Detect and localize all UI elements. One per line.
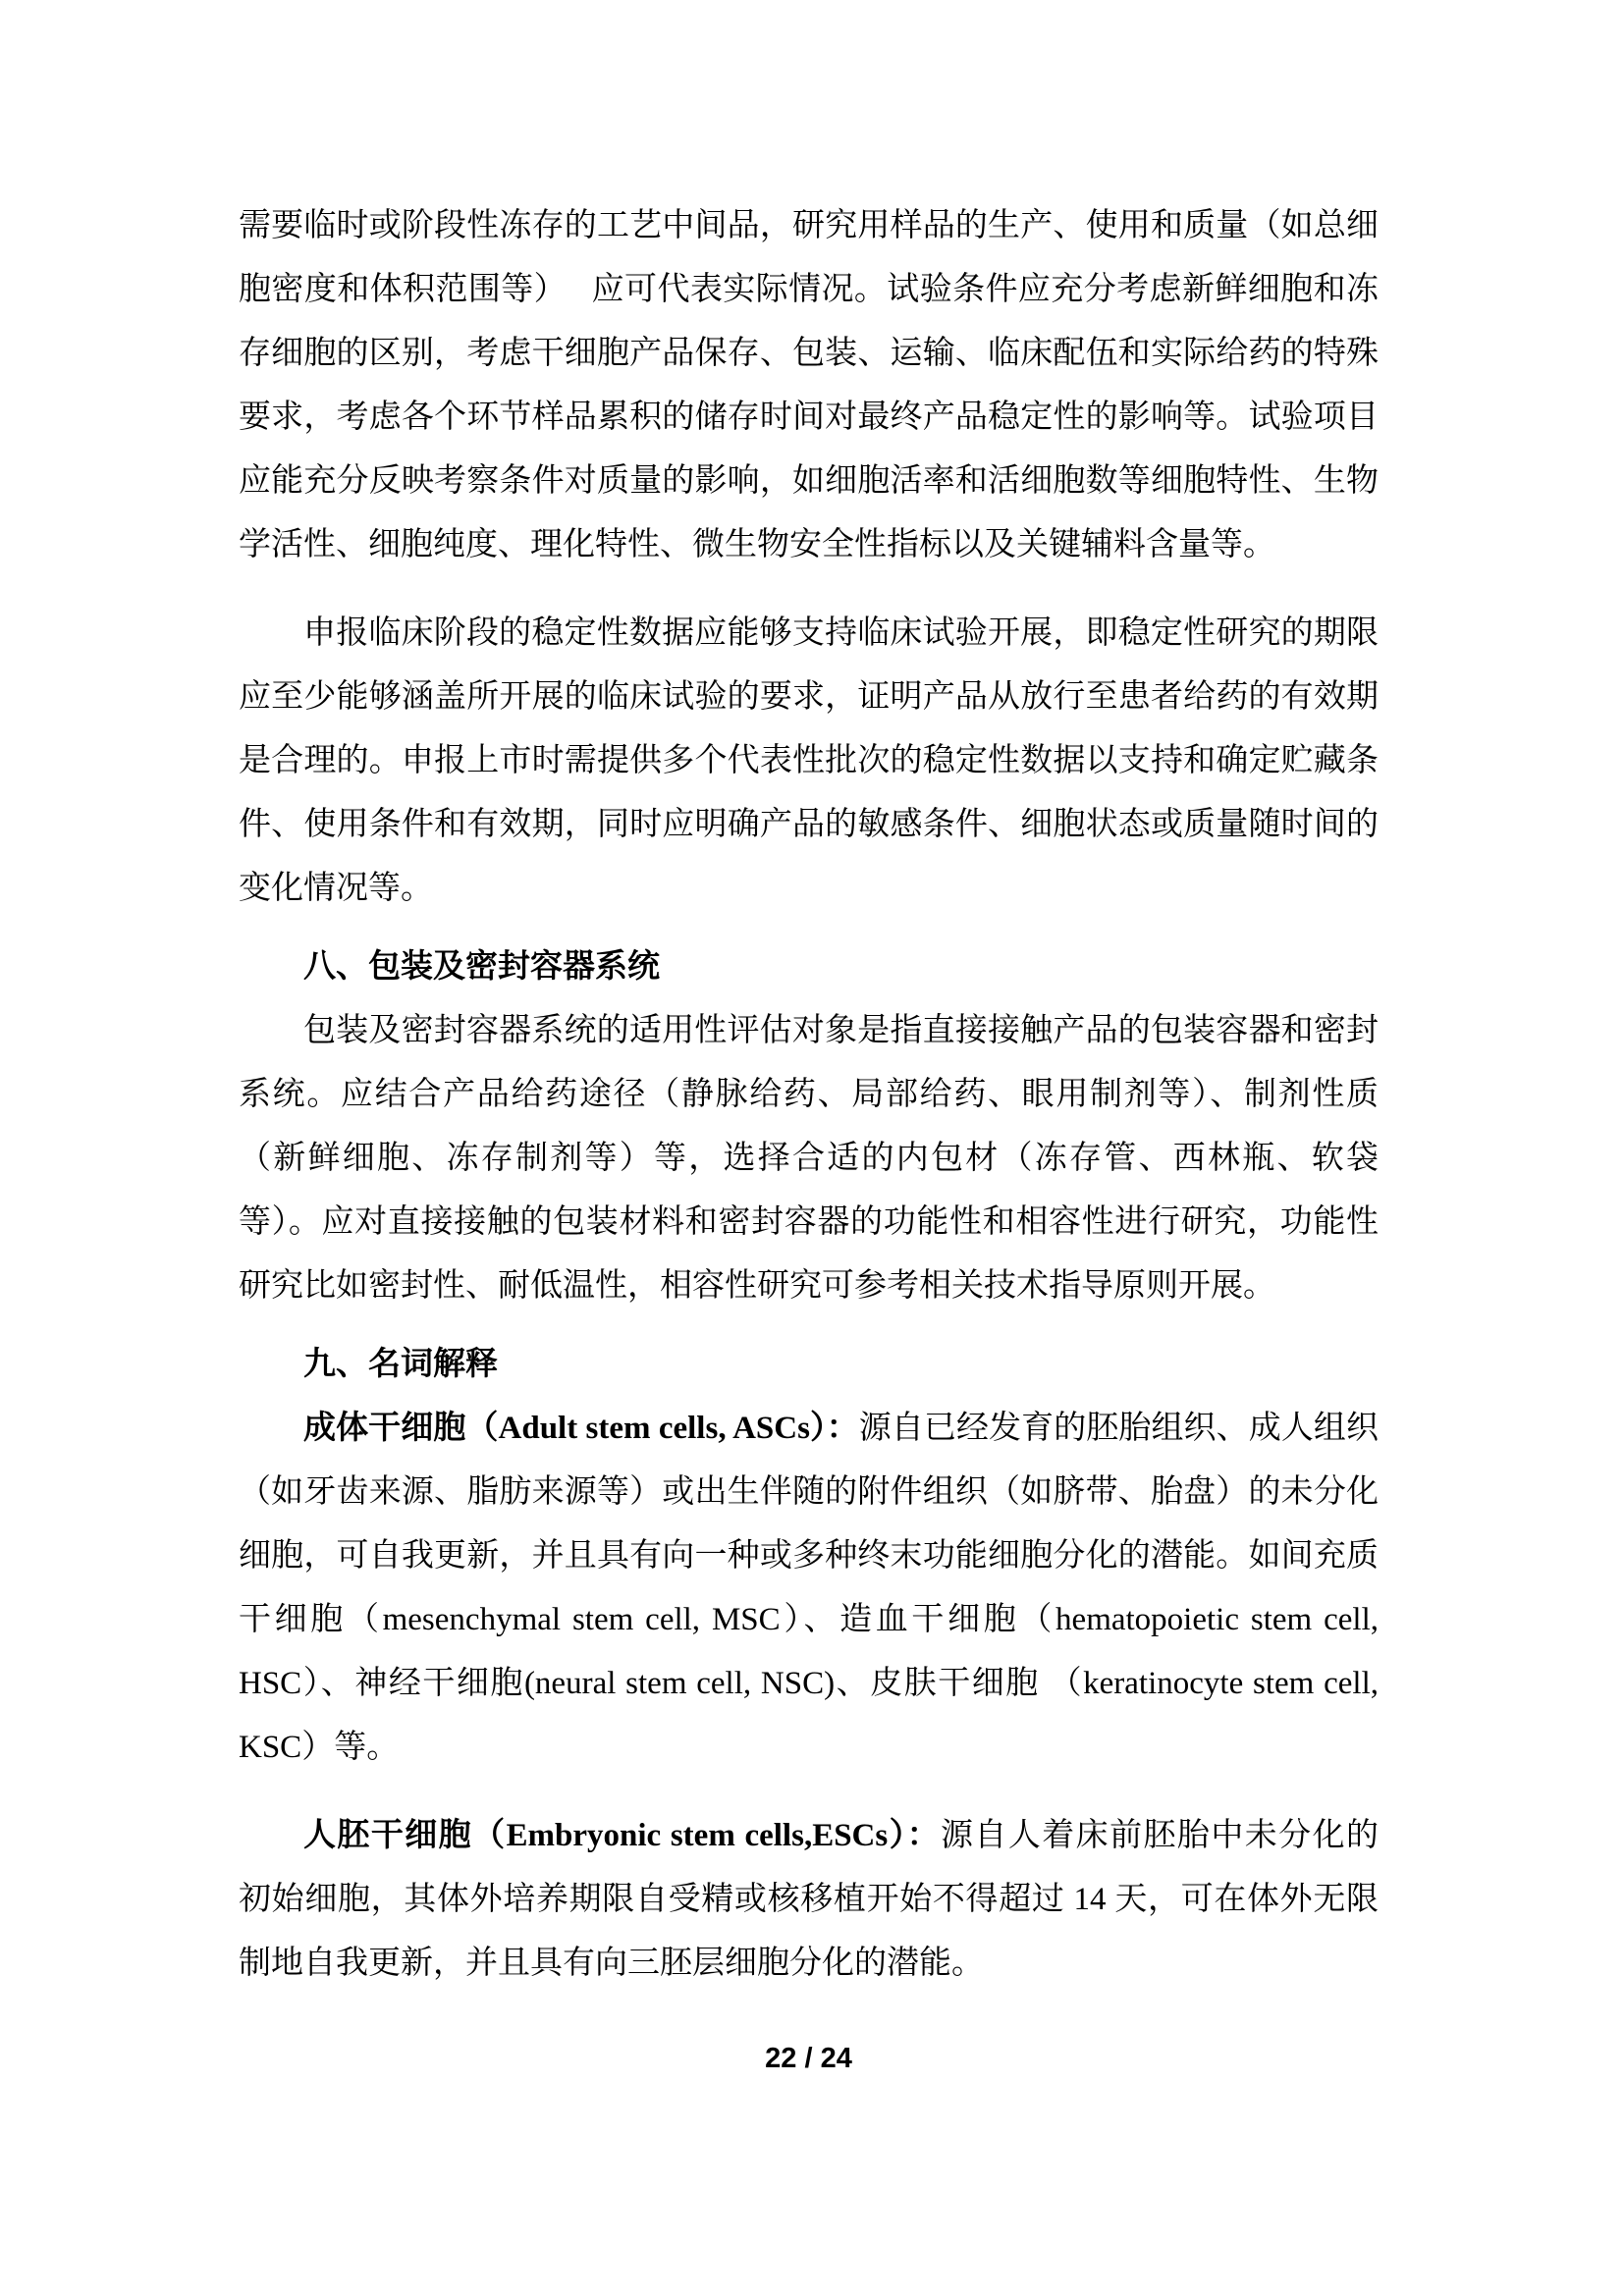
term-name-embryonic-stem-cells: 人胚干细胞（Embryonic stem cells,ESCs）： [303, 1818, 941, 1853]
page-number: 22 / 24 [765, 2043, 852, 2074]
term-body-embryonic-stem-cells: 源自人着床前胚胎中未分化的初始细胞，其体外培养期限自受精或核移植开始不得超过 14 天，可在体外无限制地自我更新，并且具有向三胚层细胞分化的潜能。 [239, 1818, 1380, 1981]
body-paragraph-stability-conditions: 需要临时或阶段性冻存的工艺中间品，研究用样品的生产、使用和质量（如总细胞密度和体积范围等） 应可代表实际情况。试验条件应充分考虑新鲜细胞和冻存细胞的区别，考虑干细胞产品保存、包装、运输、临床配伍和实际给药的特殊要求，考虑各个环节样品累积的储存时间对最终产品稳定性的影响等。试验项目应能充分反映考察条件对质量的影响，如细胞活率和活细胞数等细胞特性、生物学活性、细胞纯度、理化特性、微生物安全性指标以及关键辅料含量等。 [239, 208, 1379, 562]
term-name-adult-stem-cells: 成体干细胞（Adult stem cells, ASCs）： [303, 1411, 859, 1446]
section-heading-glossary: 九、名词解释 [303, 1347, 498, 1382]
term-definition-adult-stem-cells [239, 1397, 1379, 1780]
section-heading-packaging-container-system: 八、包装及密封容器系统 [303, 949, 660, 985]
term-definition-embryonic-stem-cells [239, 1804, 1379, 1996]
term-body-adult-stem-cells: 源自已经发育的胚胎组织、成人组织（如牙齿来源、脂肪来源等）或出生伴随的附件组织（如脐带、胎盘）的未分化细胞，可自我更新，并且具有向一种或多种终末功能细胞分化的潜能。如间充质干细胞（mesenchymal stem cell, MSC）、造血干细胞（hematopoietic stem cell, HSC）、神经干细胞(neural stem cell, NSC)、皮肤干细胞 （keratinocyte stem cell, KSC）等。 [239, 1411, 1379, 1765]
body-paragraph-clinical-stability-data: 申报临床阶段的稳定性数据应能够支持临床试验开展，即稳定性研究的期限应至少能够涵盖所开展的临床试验的要求，证明产品从放行至患者给药的有效期是合理的。申报上市时需提供多个代表性批次的稳定性数据以支持和确定贮藏条件、使用条件和有效期，同时应明确产品的敏感条件、细胞状态或质量随时间的变化情况等。 [239, 615, 1379, 906]
body-paragraph-packaging-system: 包装及密封容器系统的适用性评估对象是指直接接触产品的包装容器和密封系统。应结合产品给药途径（静脉给药、局部给药、眼用制剂等）、制剂性质（新鲜细胞、冻存制剂等）等，选择合适的内包材（冻存管、西林瓶、软袋等）。应对直接接触的包装材料和密封容器的功能性和相容性进行研究，功能性研究比如密封性、耐低温性，相容性研究可参考相关技术指导原则开展。 [239, 1013, 1379, 1304]
